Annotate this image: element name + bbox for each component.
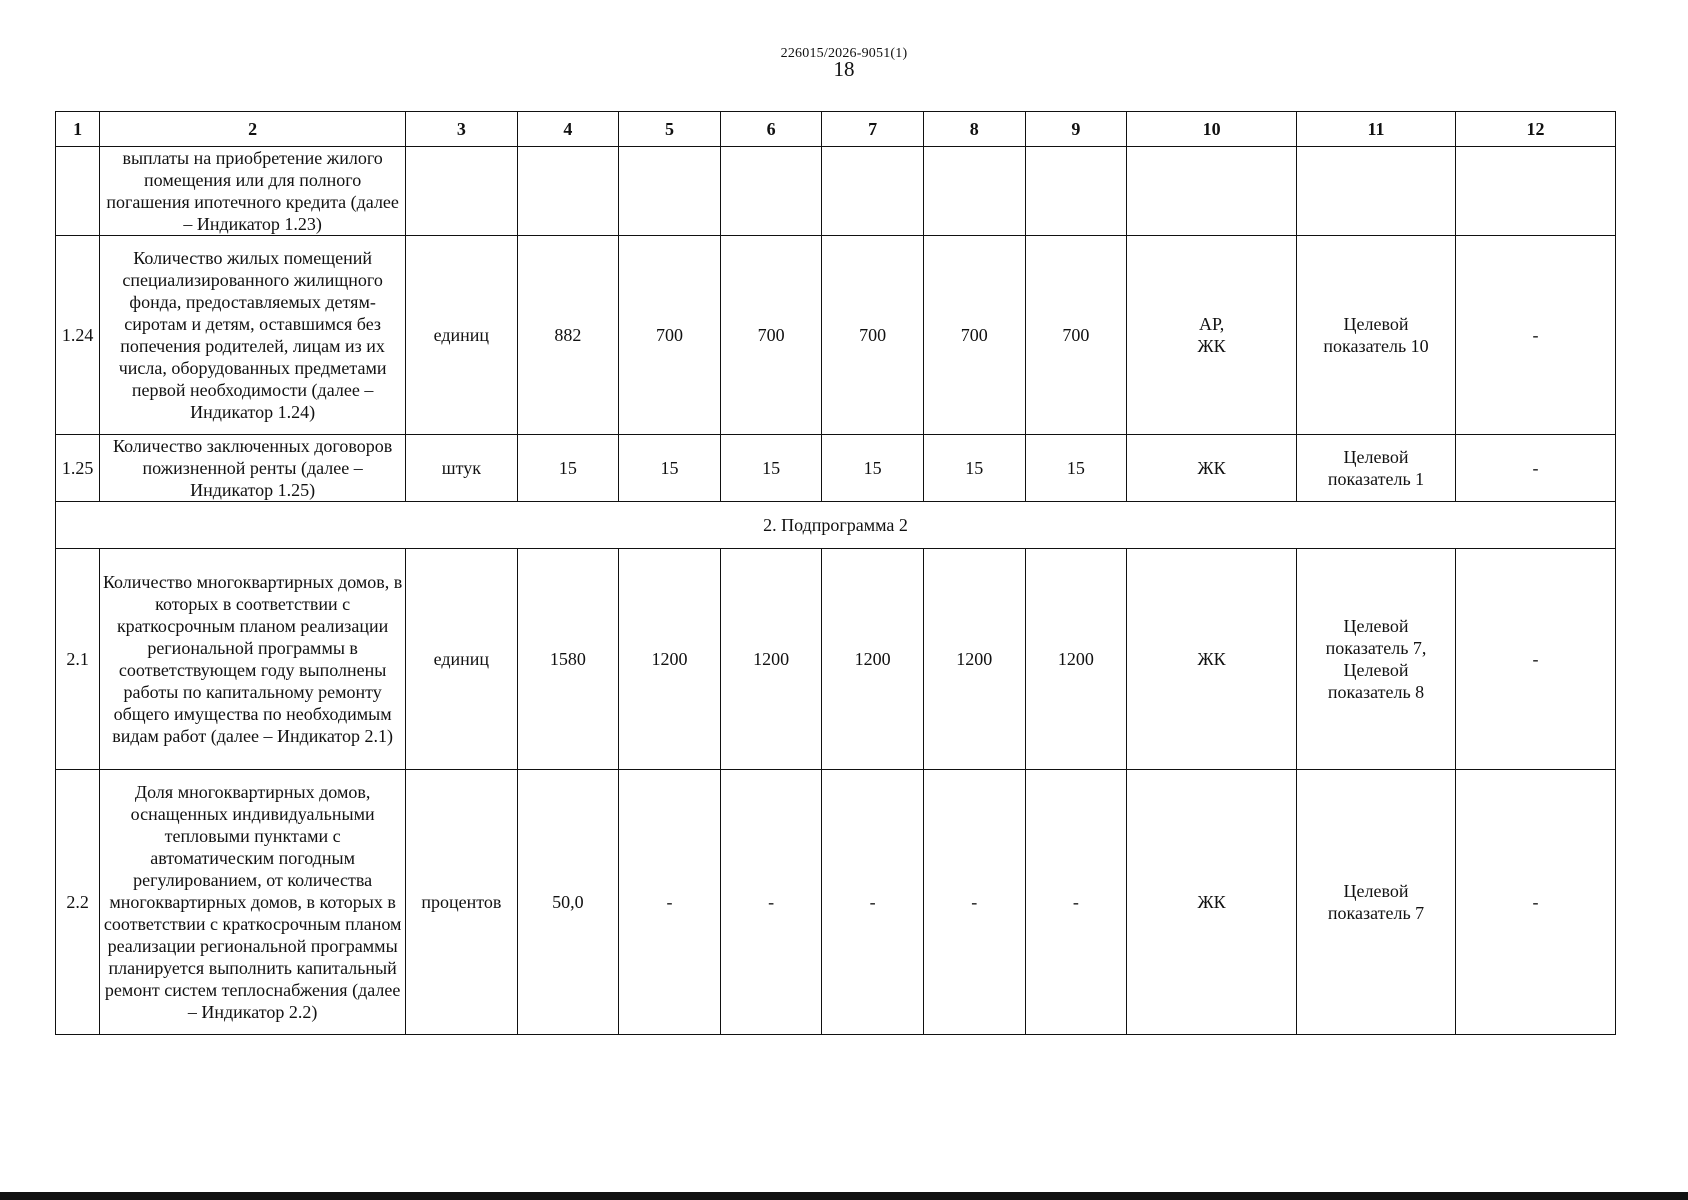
cell-note: - — [1455, 770, 1615, 1035]
column-header: 3 — [406, 112, 518, 147]
cell-target-indicator: Целевой показатель 7, Целевой показатель 8 — [1297, 549, 1456, 770]
cell-value: 700 — [822, 236, 924, 435]
cell-number — [56, 147, 100, 236]
cell-value: 15 — [517, 435, 619, 502]
cell-value: 1200 — [822, 549, 924, 770]
cell-value: - — [619, 770, 721, 1035]
column-header: 2 — [100, 112, 406, 147]
cell-responsible: ЖК — [1127, 435, 1297, 502]
cell-number: 2.2 — [56, 770, 100, 1035]
document-registration-number: 226015/2026-9051(1) — [780, 46, 908, 61]
cell-value: - — [720, 770, 822, 1035]
column-header: 8 — [923, 112, 1025, 147]
cell-target-indicator — [1297, 147, 1456, 236]
cell-note: - — [1455, 549, 1615, 770]
cell-unit: штук — [406, 435, 518, 502]
section-title: 2. Подпрограмма 2 — [56, 502, 1616, 549]
cell-target-indicator: Целевой показатель 7 — [1297, 770, 1456, 1035]
cell-unit: процентов — [406, 770, 518, 1035]
cell-indicator-name: Доля многоквартирных домов, оснащенных индивидуальными тепловыми пунктами с автоматическим погодным регулированием, от количества многоквартирных домов, в которых в соответствии с краткосрочным планом реализации региональной программы планируется выполнить капитальный ремонт систем теплоснабжения (далее – Индикатор 2.2) — [100, 770, 406, 1035]
cell-value: 1200 — [720, 549, 822, 770]
section-row — [56, 502, 1616, 549]
cell-value: 700 — [619, 236, 721, 435]
cell-value — [1025, 147, 1127, 236]
table-row — [56, 236, 1616, 435]
cell-value: 882 — [517, 236, 619, 435]
column-header: 11 — [1297, 112, 1456, 147]
cell-number: 1.25 — [56, 435, 100, 502]
cell-value: 15 — [720, 435, 822, 502]
column-header: 4 — [517, 112, 619, 147]
header-row — [56, 112, 1616, 147]
cell-value — [923, 147, 1025, 236]
cell-note — [1455, 147, 1615, 236]
cell-unit — [406, 147, 518, 236]
column-header: 5 — [619, 112, 721, 147]
cell-value: 15 — [822, 435, 924, 502]
cell-indicator-name: Количество многоквартирных домов, в которых в соответствии с краткосрочным планом реализации региональной программы в соответствующем году выполнены работы по капитальному ремонту общего имущества по необходимым видам работ (далее – Индикатор 2.1) — [100, 549, 406, 770]
cell-value: 1200 — [619, 549, 721, 770]
cell-value — [619, 147, 721, 236]
cell-value — [822, 147, 924, 236]
cell-target-indicator: Целевой показатель 1 — [1297, 435, 1456, 502]
cell-value: 700 — [720, 236, 822, 435]
cell-target-indicator: Целевой показатель 10 — [1297, 236, 1456, 435]
cell-value: 1200 — [1025, 549, 1127, 770]
cell-value: 700 — [1025, 236, 1127, 435]
cell-number: 2.1 — [56, 549, 100, 770]
cell-indicator-name: выплаты на приобретение жилого помещения или для полного погашения ипотечного кредита (далее – Индикатор 1.23) — [100, 147, 406, 236]
cell-value: - — [1025, 770, 1127, 1035]
cell-value: 50,0 — [517, 770, 619, 1035]
cell-responsible: АР, ЖК — [1127, 236, 1297, 435]
cell-indicator-name: Количество жилых помещений специализированного жилищного фонда, предоставляемых детям-сиротам и детям, оставшимся без попечения родителей, лицам из их числа, оборудованных предметами первой необходимости (далее – Индикатор 1.24) — [100, 236, 406, 435]
cell-responsible: ЖК — [1127, 549, 1297, 770]
cell-value: 15 — [619, 435, 721, 502]
indicators-table — [55, 111, 1616, 1035]
column-header: 6 — [720, 112, 822, 147]
table-row — [56, 770, 1616, 1035]
cell-responsible: ЖК — [1127, 770, 1297, 1035]
cell-value: - — [923, 770, 1025, 1035]
column-header: 1 — [56, 112, 100, 147]
cell-value: - — [822, 770, 924, 1035]
cell-note: - — [1455, 236, 1615, 435]
column-header: 9 — [1025, 112, 1127, 147]
cell-value: 1200 — [923, 549, 1025, 770]
cell-note: - — [1455, 435, 1615, 502]
table-row — [56, 549, 1616, 770]
cell-value — [720, 147, 822, 236]
cell-value: 15 — [1025, 435, 1127, 502]
column-header: 7 — [822, 112, 924, 147]
column-header: 12 — [1455, 112, 1615, 147]
table-row — [56, 435, 1616, 502]
cell-value — [517, 147, 619, 236]
cell-number: 1.24 — [56, 236, 100, 435]
cell-responsible — [1127, 147, 1297, 236]
cell-unit: единиц — [406, 236, 518, 435]
page-number: 18 — [833, 57, 855, 81]
cell-unit: единиц — [406, 549, 518, 770]
cell-value: 1580 — [517, 549, 619, 770]
scan-bottom-edge — [0, 1192, 1688, 1200]
cell-value: 700 — [923, 236, 1025, 435]
cell-value: 15 — [923, 435, 1025, 502]
cell-indicator-name: Количество заключенных договоров пожизненной ренты (далее – Индикатор 1.25) — [100, 435, 406, 502]
column-header: 10 — [1127, 112, 1297, 147]
table-row — [56, 147, 1616, 236]
